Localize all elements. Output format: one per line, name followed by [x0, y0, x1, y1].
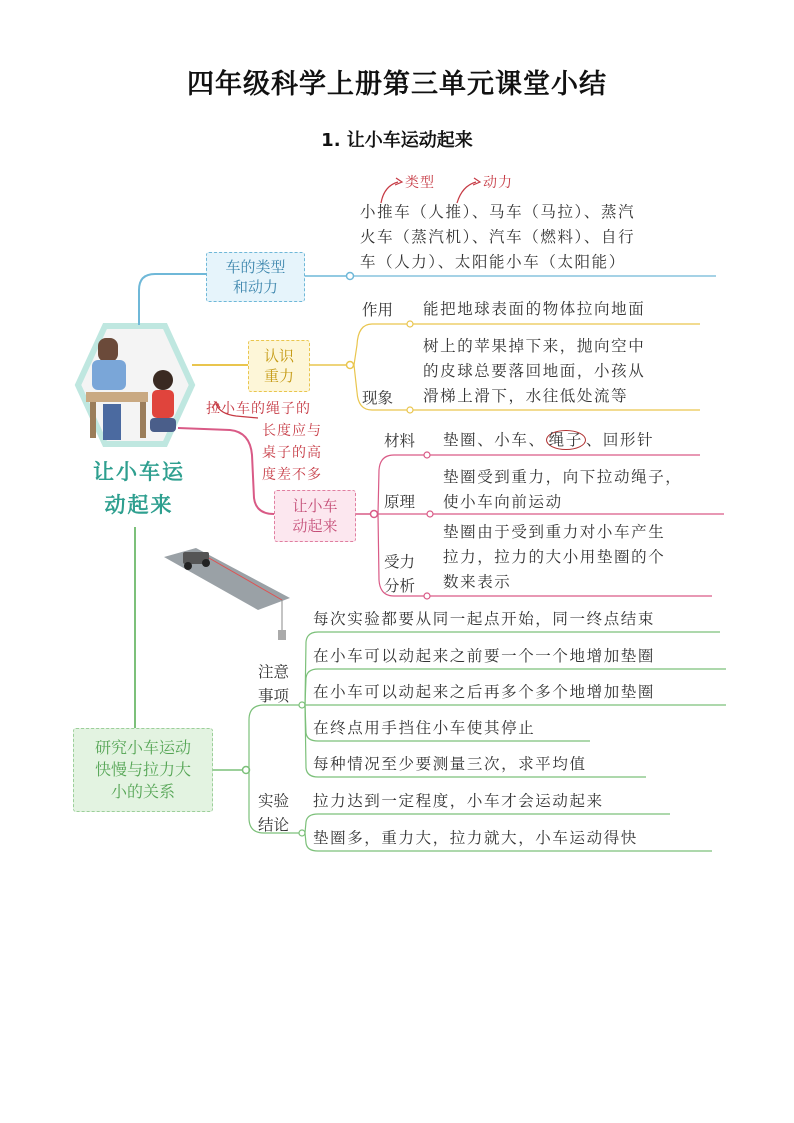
node-make-cart-move [274, 490, 356, 542]
gravity-use-text: 能把地球表面的物体拉向地面 [423, 300, 646, 318]
notes-label-line2: 事项 [258, 687, 290, 705]
section-subtitle: 1. 让小车运动起来 [321, 130, 473, 151]
node-car-types [206, 252, 305, 302]
force-analysis-line1: 垫圈由于受到重力对小车产生 [443, 523, 666, 541]
car-types-text-line2: 火车（蒸汽机）、汽车（燃料）、自行 [360, 228, 636, 246]
notes-label-line1: 注意 [258, 663, 290, 681]
central-topic-line2: 动起来 [104, 493, 174, 517]
note-item: 在小车可以动起来之后再多个多个地增加垫圈 [313, 683, 656, 701]
cart-experiment-illustration [164, 548, 290, 640]
conclusion-label [258, 789, 289, 837]
materials-text-a: 垫圈、小车、 [443, 431, 546, 449]
conclusion-label-line1: 实验 [258, 792, 290, 810]
force-analysis-label-line2: 分析 [384, 577, 416, 595]
node-gravity-line2: 重力 [263, 367, 294, 385]
node-research-line1: 研究小车运动 [94, 738, 191, 757]
conclusion-label-line2: 结论 [258, 816, 290, 834]
car-types-text-line3: 车（人力）、太阳能小车（太阳能） [360, 253, 626, 271]
anno-type: 类型 [405, 175, 435, 191]
node-research-line3: 小的关系 [110, 782, 175, 801]
note-item: 在终点用手挡住小车使其停止 [313, 719, 536, 737]
force-analysis-label [384, 550, 415, 598]
central-topic [84, 456, 194, 522]
principle-line1: 垫圈受到重力，向下拉动绳子， [443, 468, 683, 486]
force-analysis-label-line1: 受力 [384, 553, 416, 571]
materials-text [443, 428, 654, 453]
node-car-types-line1: 车的类型 [225, 258, 286, 276]
gravity-phenomenon-line2: 的皮球总要落回地面，小孩从 [423, 362, 646, 380]
gravity-use-label: 作用 [362, 301, 394, 319]
page-title: 四年级科学上册第三单元课堂小结 [187, 69, 607, 100]
anno-power: 动力 [483, 175, 513, 191]
materials-rope-circled: 绳子 [546, 430, 586, 450]
note-item: 每种情况至少要测量三次，求平均值 [313, 755, 587, 773]
node-research-speed-force [73, 728, 213, 812]
force-analysis-line3: 数来表示 [443, 573, 512, 591]
node-gravity-line1: 认识 [263, 347, 294, 365]
rope-note-line1: 拉小车的绳子的 [206, 401, 311, 417]
note-item: 每次实验都要从同一起点开始，同一终点结束 [313, 610, 656, 628]
gravity-phenomenon-label: 现象 [362, 389, 394, 407]
conclusion-item: 垫圈多，重力大，拉力就大，小车运动得快 [313, 829, 638, 847]
students-photo-illustration [78, 326, 192, 444]
notes-label [258, 660, 289, 708]
node-make-cart-move-line2: 动起来 [292, 517, 338, 535]
central-topic-line1: 让小车运 [93, 460, 185, 484]
materials-text-c: 、回形针 [585, 431, 655, 449]
rope-note-line3: 桌子的高 [262, 445, 322, 461]
node-car-types-line2: 和动力 [232, 278, 278, 296]
rope-note-line2: 长度应与 [262, 423, 322, 439]
materials-label: 材料 [384, 432, 416, 450]
conclusion-item: 拉力达到一定程度，小车才会运动起来 [313, 792, 604, 810]
principle-label: 原理 [384, 493, 416, 511]
gravity-phenomenon-line1: 树上的苹果掉下来，抛向空中 [423, 337, 646, 355]
rope-note-line4: 度差不多 [262, 467, 322, 483]
node-research-line2: 快慢与拉力大 [94, 760, 191, 779]
node-gravity [248, 340, 310, 392]
principle-line2: 使小车向前运动 [443, 493, 563, 511]
car-types-text-line1: 小推车（人推）、马车（马拉）、蒸汽 [360, 203, 636, 221]
note-item: 在小车可以动起来之前要一个一个地增加垫圈 [313, 647, 656, 665]
force-analysis-line2: 拉力，拉力的大小用垫圈的个 [443, 548, 666, 566]
gravity-phenomenon-line3: 滑梯上滑下，水往低处流等 [423, 387, 629, 405]
node-make-cart-move-line1: 让小车 [292, 497, 338, 515]
